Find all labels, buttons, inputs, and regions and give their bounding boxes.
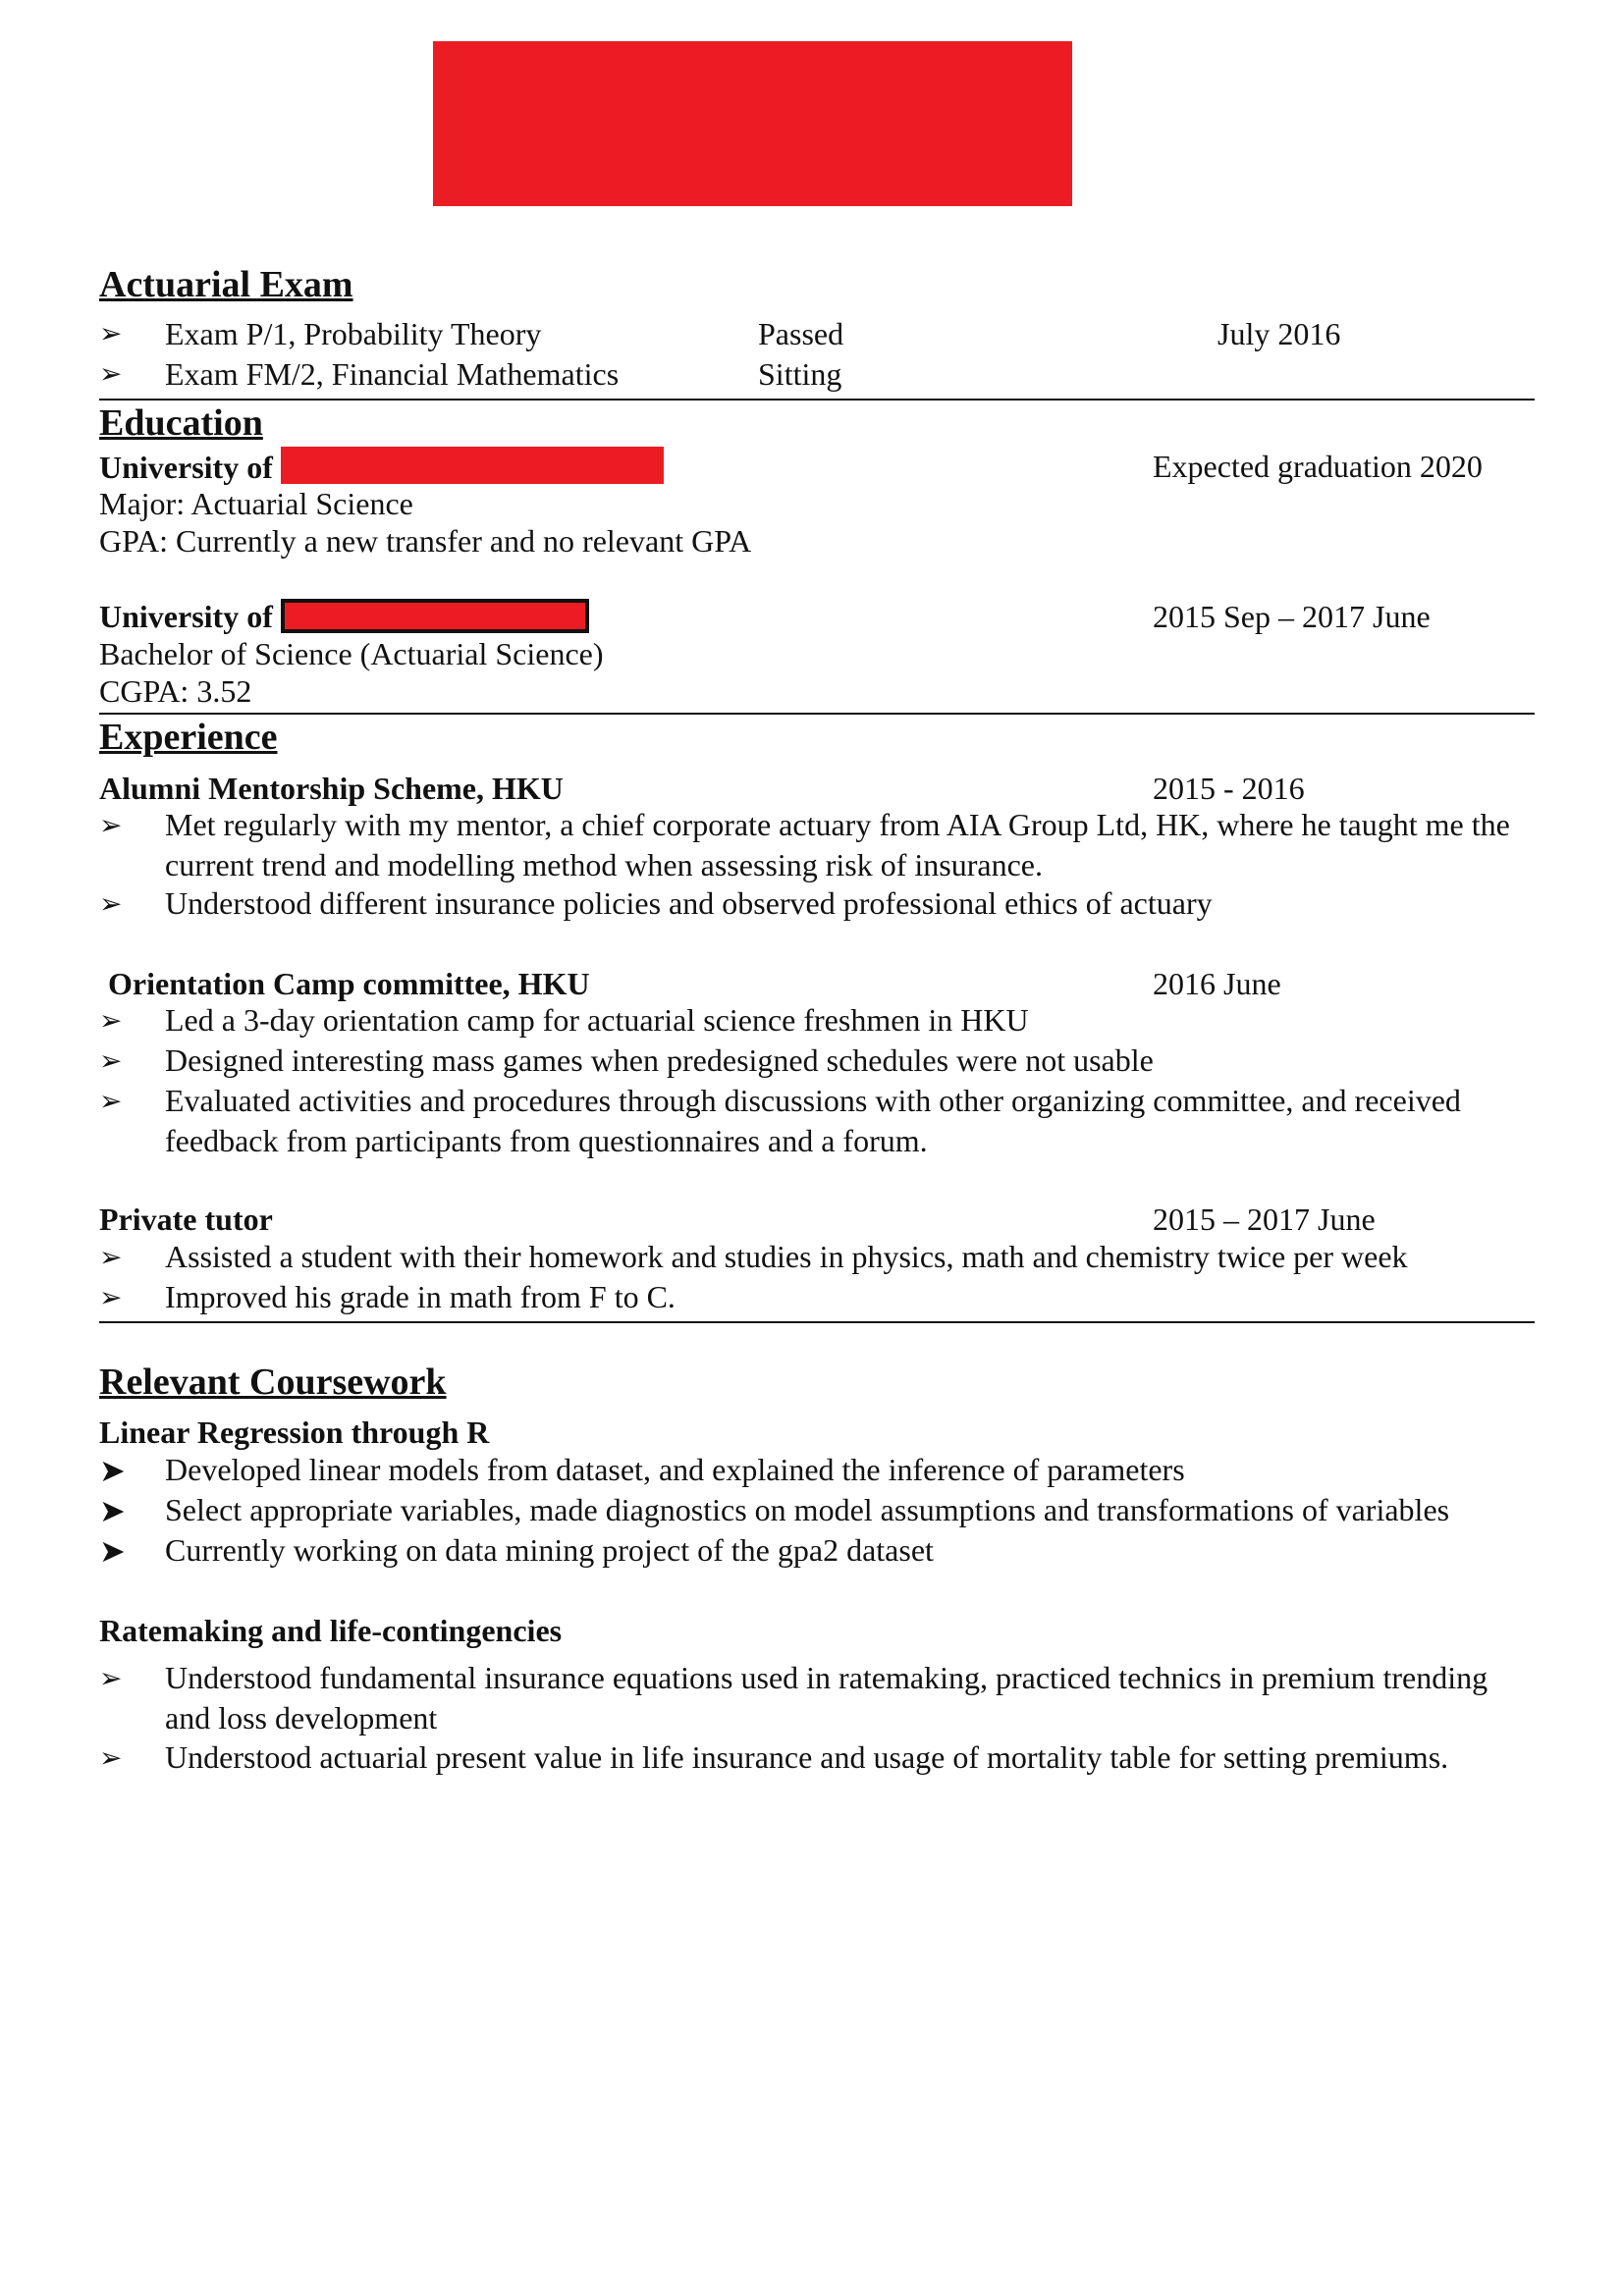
arrow-bullet-icon: ➤ [99,1532,126,1570]
section-divider [99,399,1535,400]
experience-bullet: Met regularly with my mentor, a chief corporate actuary from AIA Group Ltd, HK, where he taught me the current trend and modelling method when assessing risk of insurance. [165,807,1510,882]
arrow-bullet-icon: ➢ [99,1004,123,1037]
section-heading-actuarial-exam: Actuarial Exam [99,264,353,305]
course-bullet: Developed linear models from dataset, and explained the inference of parameters [165,1452,1185,1487]
course-bullet: Select appropriate variables, made diagnostics on model assumptions and transformations of variables [165,1492,1450,1527]
arrow-bullet-icon: ➢ [99,1085,123,1117]
course-title: Linear Regression through R [99,1415,490,1450]
school-redaction-box [281,447,664,484]
experience-bullet: Understood different insurance policies and observed professional ethics of actuary [165,885,1213,921]
experience-bullet: Designed interesting mass games when predesigned schedules were not usable [165,1042,1154,1078]
education-major: Major: Actuarial Science [99,486,413,521]
arrow-bullet-icon: ➤ [99,1452,126,1489]
education-degree: Bachelor of Science (Actuarial Science) [99,636,604,671]
experience-date: 2015 – 2017 June [1153,1201,1376,1237]
arrow-bullet-icon: ➢ [99,887,123,920]
exam-name: Exam P/1, Probability Theory [165,316,542,351]
name-redaction-box [433,41,1072,206]
course-bullet: Currently working on data mining project of the gpa2 dataset [165,1532,934,1568]
course-bullet: Understood actuarial present value in life insurance and usage of mortality table for setting premiums. [165,1739,1449,1775]
exam-date: July 2016 [1217,316,1341,351]
experience-bullet: Improved his grade in math from F to C. [165,1279,676,1314]
experience-date: 2015 - 2016 [1153,771,1305,806]
arrow-bullet-icon: ➢ [99,809,123,841]
experience-title: Alumni Mentorship Scheme, HKU [99,771,564,806]
arrow-bullet-icon: ➢ [99,1044,123,1077]
course-title: Ratemaking and life-contingencies [99,1613,563,1648]
section-heading-experience: Experience [99,717,278,758]
arrow-bullet-icon: ➢ [99,1281,123,1313]
school-redaction-box [281,599,589,633]
experience-bullet: Assisted a student with their homework and studies in physics, math and chemistry twice per week [165,1239,1408,1274]
experience-bullet: Led a 3-day orientation camp for actuarial science freshmen in HKU [165,1002,1029,1038]
section-divider [99,713,1535,715]
arrow-bullet-icon: ➢ [99,1741,123,1774]
exam-status: Passed [758,316,844,351]
arrow-bullet-icon: ➢ [99,317,123,349]
arrow-bullet-icon: ➢ [99,1241,123,1273]
course-bullet: Understood fundamental insurance equations used in ratemaking, practiced technics in premium trending and loss development [165,1660,1488,1735]
section-divider [99,1321,1535,1323]
education-date: 2015 Sep – 2017 June [1153,599,1431,634]
exam-status: Sitting [758,356,842,392]
school-name: University of [99,599,273,634]
arrow-bullet-icon: ➢ [99,357,123,390]
education-entry-2 [99,597,589,636]
education-gpa: GPA: Currently a new transfer and no relevant GPA [99,523,752,559]
experience-bullet: Evaluated activities and procedures through discussions with other organizing committee, and received feedback from participants from questionnaires and a forum. [165,1083,1461,1158]
education-date: Expected graduation 2020 [1153,449,1483,484]
section-heading-education: Education [99,402,263,444]
education-cgpa: CGPA: 3.52 [99,673,252,709]
school-name: University of [99,450,273,485]
experience-date: 2016 June [1153,966,1281,1001]
exam-name: Exam FM/2, Financial Mathematics [165,356,620,392]
experience-title: Orientation Camp committee, HKU [108,966,590,1001]
experience-title: Private tutor [99,1201,273,1237]
arrow-bullet-icon: ➢ [99,1662,123,1694]
arrow-bullet-icon: ➤ [99,1492,126,1529]
section-heading-coursework: Relevant Coursework [99,1362,447,1403]
education-entry-1 [99,447,664,487]
